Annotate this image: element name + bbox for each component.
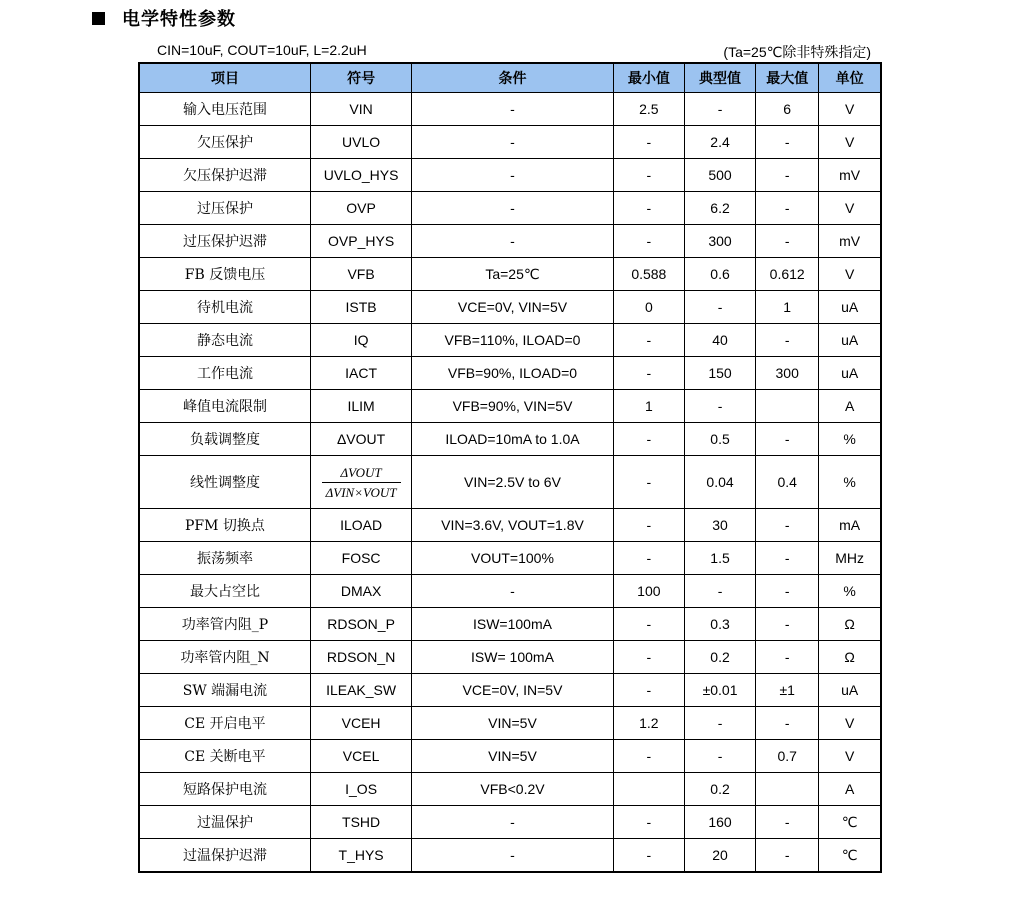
cell-typ: 2.4: [684, 126, 755, 159]
table-row: [139, 773, 881, 806]
cell-item: CE 关断电平: [139, 740, 310, 773]
cell-condition: VFB<0.2V: [412, 773, 614, 806]
cell-max: -: [756, 575, 819, 608]
cell-min: -: [613, 608, 684, 641]
cell-item: 欠压保护迟滞: [139, 159, 310, 192]
cell-max: -: [756, 608, 819, 641]
cell-typ: 500: [684, 159, 755, 192]
cell-min: -: [613, 641, 684, 674]
table-row: [139, 575, 881, 608]
cell-symbol: TSHD: [310, 806, 411, 839]
cell-max: -: [756, 641, 819, 674]
cell-condition: VIN=3.6V, VOUT=1.8V: [412, 509, 614, 542]
table-row: [139, 707, 881, 740]
cell-typ: ±0.01: [684, 674, 755, 707]
cell-min: -: [613, 839, 684, 873]
cell-symbol: ILOAD: [310, 509, 411, 542]
table-row: [139, 641, 881, 674]
cell-max: -: [756, 192, 819, 225]
table-header-row: [139, 63, 881, 93]
table-row: [139, 509, 881, 542]
cell-typ: 0.3: [684, 608, 755, 641]
cell-max: -: [756, 509, 819, 542]
header-unit: 单位: [819, 63, 881, 93]
table-row: [139, 291, 881, 324]
table-row: [139, 357, 881, 390]
header-min: 最小值: [613, 63, 684, 93]
cell-unit: MHz: [819, 542, 881, 575]
cell-condition: ISW=100mA: [412, 608, 614, 641]
cell-typ: 40: [684, 324, 755, 357]
cell-max: -: [756, 225, 819, 258]
cell-symbol: T_HYS: [310, 839, 411, 873]
cell-item: 峰值电流限制: [139, 390, 310, 423]
cell-condition: -: [412, 839, 614, 873]
cell-typ: 1.5: [684, 542, 755, 575]
cell-item: 功率管内阻_P: [139, 608, 310, 641]
table-row: [139, 324, 881, 357]
cell-max: -: [756, 423, 819, 456]
cell-item: FB 反馈电压: [139, 258, 310, 291]
cell-max: -: [756, 324, 819, 357]
table-row: [139, 390, 881, 423]
cell-item: 静态电流: [139, 324, 310, 357]
cell-max: 0.4: [756, 456, 819, 509]
cell-min: -: [613, 126, 684, 159]
cell-unit: V: [819, 707, 881, 740]
cell-symbol: VFB: [310, 258, 411, 291]
cell-symbol: ILIM: [310, 390, 411, 423]
cell-min: -: [613, 542, 684, 575]
cell-max: 0.7: [756, 740, 819, 773]
cell-min: 1: [613, 390, 684, 423]
table-row: [139, 93, 881, 126]
cell-min: [613, 773, 684, 806]
table-row: [139, 159, 881, 192]
cell-typ: -: [684, 390, 755, 423]
temperature-note: (Ta=25℃除非特殊指定): [723, 44, 871, 60]
cell-unit: uA: [819, 291, 881, 324]
cell-min: 0.588: [613, 258, 684, 291]
cell-symbol: OVP: [310, 192, 411, 225]
cell-symbol: VCEL: [310, 740, 411, 773]
fraction-formula: [322, 464, 401, 501]
table-row: [139, 839, 881, 873]
cell-min: -: [613, 674, 684, 707]
cell-min: -: [613, 423, 684, 456]
cell-unit: ℃: [819, 839, 881, 873]
cell-typ: 160: [684, 806, 755, 839]
header-item: 项目: [139, 63, 310, 93]
cell-condition: ILOAD=10mA to 1.0A: [412, 423, 614, 456]
test-conditions: CIN=10uF, COUT=10uF, L=2.2uH: [157, 42, 367, 58]
cell-item: 振荡频率: [139, 542, 310, 575]
cell-item: 过压保护: [139, 192, 310, 225]
cell-max: 0.612: [756, 258, 819, 291]
table-row: [139, 674, 881, 707]
cell-typ: 0.6: [684, 258, 755, 291]
cell-unit: V: [819, 192, 881, 225]
cell-min: -: [613, 509, 684, 542]
electrical-characteristics-table: [138, 62, 882, 873]
cell-unit: V: [819, 258, 881, 291]
cell-unit: A: [819, 773, 881, 806]
cell-condition: -: [412, 575, 614, 608]
cell-max: -: [756, 126, 819, 159]
cell-item: 过温保护迟滞: [139, 839, 310, 873]
table-row: [139, 192, 881, 225]
cell-max: 1: [756, 291, 819, 324]
table-row: [139, 423, 881, 456]
cell-unit: %: [819, 575, 881, 608]
cell-min: 100: [613, 575, 684, 608]
cell-unit: V: [819, 740, 881, 773]
cell-max: -: [756, 707, 819, 740]
table-row: [139, 258, 881, 291]
cell-min: -: [613, 225, 684, 258]
header-condition: 条件: [412, 63, 614, 93]
cell-item: PFM 切换点: [139, 509, 310, 542]
cell-unit: mA: [819, 509, 881, 542]
section-title: 电学特性参数: [122, 9, 236, 30]
cell-symbol: IACT: [310, 357, 411, 390]
cell-item: 工作电流: [139, 357, 310, 390]
cell-symbol: VCEH: [310, 707, 411, 740]
cell-unit: Ω: [819, 608, 881, 641]
cell-typ: 300: [684, 225, 755, 258]
cell-item: 过压保护迟滞: [139, 225, 310, 258]
cell-typ: -: [684, 740, 755, 773]
cell-unit: ℃: [819, 806, 881, 839]
cell-condition: VIN=2.5V to 6V: [412, 456, 614, 509]
cell-min: -: [613, 159, 684, 192]
cell-symbol: RDSON_P: [310, 608, 411, 641]
cell-typ: -: [684, 291, 755, 324]
cell-condition: VIN=5V: [412, 707, 614, 740]
cell-max: ±1: [756, 674, 819, 707]
cell-item: 短路保护电流: [139, 773, 310, 806]
cell-min: -: [613, 324, 684, 357]
cell-symbol: IQ: [310, 324, 411, 357]
cell-condition: VFB=110%, ILOAD=0: [412, 324, 614, 357]
cell-typ: 0.04: [684, 456, 755, 509]
cell-item: 功率管内阻_N: [139, 641, 310, 674]
cell-item: SW 端漏电流: [139, 674, 310, 707]
cell-condition: -: [412, 159, 614, 192]
cell-min: 1.2: [613, 707, 684, 740]
cell-unit: %: [819, 423, 881, 456]
cell-condition: -: [412, 126, 614, 159]
cell-symbol: ISTB: [310, 291, 411, 324]
cell-item: 线性调整度: [139, 456, 310, 509]
section-heading: [92, 6, 236, 30]
header-max: 最大值: [756, 63, 819, 93]
cell-item: 负载调整度: [139, 423, 310, 456]
cell-condition: VFB=90%, VIN=5V: [412, 390, 614, 423]
cell-max: 300: [756, 357, 819, 390]
table-row: [139, 225, 881, 258]
cell-max: -: [756, 542, 819, 575]
cell-symbol: RDSON_N: [310, 641, 411, 674]
cell-condition: -: [412, 192, 614, 225]
cell-unit: mV: [819, 225, 881, 258]
table-row: [139, 608, 881, 641]
cell-typ: -: [684, 93, 755, 126]
cell-typ: 30: [684, 509, 755, 542]
cell-symbol: UVLO_HYS: [310, 159, 411, 192]
cell-condition: -: [412, 93, 614, 126]
cell-item: 输入电压范围: [139, 93, 310, 126]
cell-typ: 0.2: [684, 641, 755, 674]
header-symbol: 符号: [310, 63, 411, 93]
cell-min: -: [613, 740, 684, 773]
cell-typ: 0.2: [684, 773, 755, 806]
cell-min: 2.5: [613, 93, 684, 126]
table-row: [139, 740, 881, 773]
cell-typ: -: [684, 707, 755, 740]
cell-condition: -: [412, 225, 614, 258]
cell-symbol: FOSC: [310, 542, 411, 575]
cell-symbol: ΔVOUT: [310, 423, 411, 456]
cell-condition: VOUT=100%: [412, 542, 614, 575]
cell-unit: uA: [819, 674, 881, 707]
cell-min: -: [613, 456, 684, 509]
cell-condition: -: [412, 806, 614, 839]
cell-condition: VCE=0V, IN=5V: [412, 674, 614, 707]
cell-max: -: [756, 839, 819, 873]
cell-max: -: [756, 806, 819, 839]
cell-unit: Ω: [819, 641, 881, 674]
cell-unit: A: [819, 390, 881, 423]
table-row: [139, 126, 881, 159]
cell-condition: VIN=5V: [412, 740, 614, 773]
header-typ: 典型值: [684, 63, 755, 93]
cell-symbol: I_OS: [310, 773, 411, 806]
cell-min: 0: [613, 291, 684, 324]
cell-symbol: UVLO: [310, 126, 411, 159]
table-row: [139, 542, 881, 575]
cell-item: 过温保护: [139, 806, 310, 839]
cell-symbol-fraction: [310, 456, 411, 509]
cell-typ: 0.5: [684, 423, 755, 456]
cell-item: CE 开启电平: [139, 707, 310, 740]
cell-min: -: [613, 806, 684, 839]
cell-typ: 150: [684, 357, 755, 390]
cell-unit: V: [819, 93, 881, 126]
fraction-numerator: ΔVOUT: [322, 464, 401, 483]
cell-typ: -: [684, 575, 755, 608]
cell-condition: ISW= 100mA: [412, 641, 614, 674]
fraction-denominator: ΔVIN×VOUT: [325, 484, 397, 500]
cell-symbol: OVP_HYS: [310, 225, 411, 258]
cell-max: -: [756, 159, 819, 192]
cell-item: 欠压保护: [139, 126, 310, 159]
table-row: [139, 806, 881, 839]
cell-condition: VCE=0V, VIN=5V: [412, 291, 614, 324]
cell-max: [756, 773, 819, 806]
cell-symbol: VIN: [310, 93, 411, 126]
cell-min: -: [613, 357, 684, 390]
cell-min: -: [613, 192, 684, 225]
cell-unit: uA: [819, 324, 881, 357]
cell-item: 待机电流: [139, 291, 310, 324]
cell-typ: 6.2: [684, 192, 755, 225]
cell-symbol: DMAX: [310, 575, 411, 608]
cell-condition: VFB=90%, ILOAD=0: [412, 357, 614, 390]
cell-max: [756, 390, 819, 423]
cell-unit: %: [819, 456, 881, 509]
cell-condition: Ta=25℃: [412, 258, 614, 291]
cell-unit: mV: [819, 159, 881, 192]
bullet-square-icon: [92, 12, 105, 25]
cell-typ: 20: [684, 839, 755, 873]
cell-symbol: ILEAK_SW: [310, 674, 411, 707]
cell-unit: uA: [819, 357, 881, 390]
table-row: [139, 456, 881, 509]
cell-max: 6: [756, 93, 819, 126]
cell-unit: V: [819, 126, 881, 159]
cell-item: 最大占空比: [139, 575, 310, 608]
